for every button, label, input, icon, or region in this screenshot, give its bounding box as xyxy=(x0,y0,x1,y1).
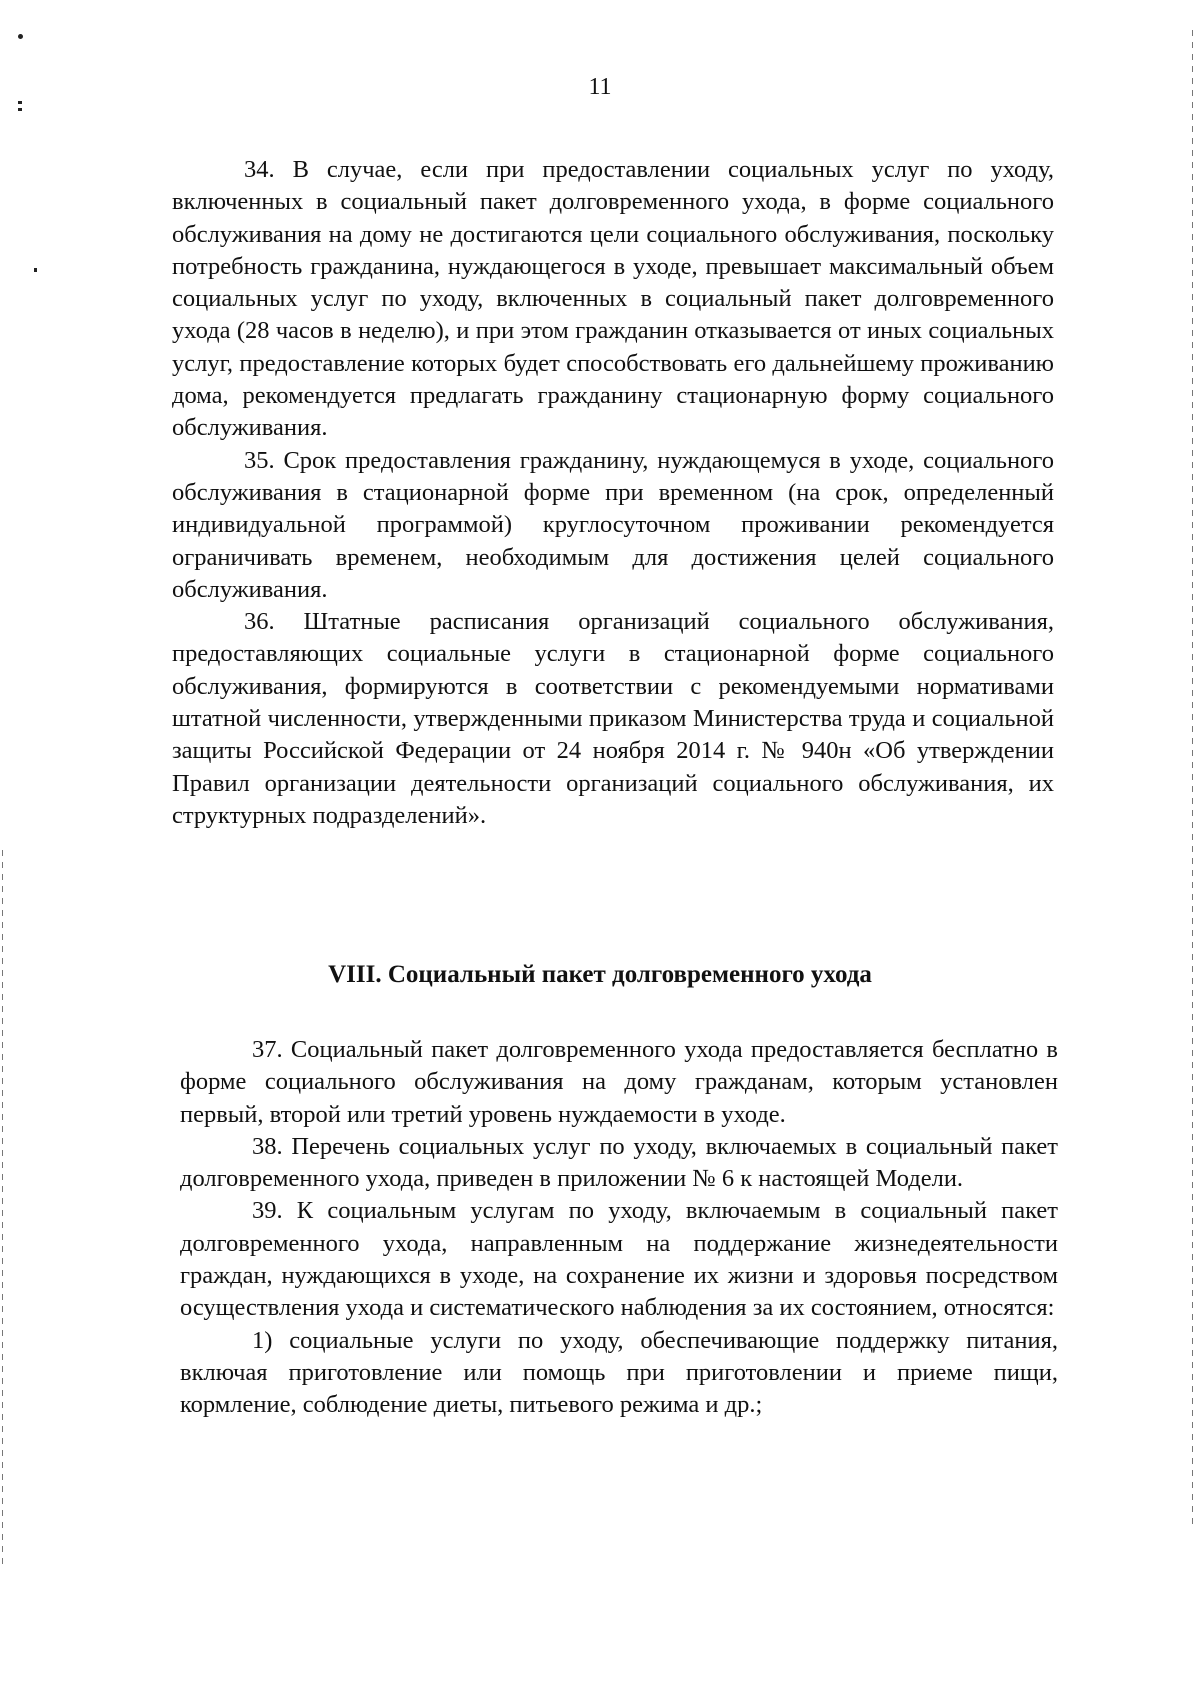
scan-mark xyxy=(34,268,37,272)
paragraph-34: 34. В случае, если при предоставлении социальных услуг по уходу, включенных в социальный пакет долговременного ухода, в форме социального обслуживания на дому не достигаются цели социального обслуживания, поскольку потребность гражданина, нуждающегося в уходе, превышает максимальный объем социальных услуг по уходу, включенных в социальный пакет долговременного ухода (28 часов в неделю), и при этом гражданин отказывается от иных социальных услуг, предоставление которых будет способствовать его дальнейшему проживанию дома, рекомендуется предлагать гражданину стационарную форму социального обслуживания. xyxy=(172,156,1054,442)
scan-edge-left xyxy=(2,850,3,1570)
scan-edge-right xyxy=(1192,30,1193,1530)
scan-mark xyxy=(18,108,22,111)
scan-mark xyxy=(18,101,22,104)
paragraph-group-b xyxy=(180,1034,1058,1422)
paragraph-group-a xyxy=(172,154,1054,832)
paragraph-39: 39. К социальным услугам по уходу, включаемым в социальный пакет долговременного ухода, направленным на поддержание жизнедеятельности граждан, нуждающихся в уходе, на сохранение их жизни и здоровья посредством осуществления ухода и систематического наблюдения за их состоянием, относятся: xyxy=(180,1197,1058,1322)
page-number: 11 xyxy=(588,74,612,100)
list-item-1: 1) социальные услуги по уходу, обеспечивающие поддержку питания, включая приготовление или помощь при приготовлении и приеме пищи, кормление, соблюдение диеты, питьевого режима и др.; xyxy=(180,1326,1058,1419)
paragraph-38: 38. Перечень социальных услуг по уходу, включаемых в социальный пакет долговременного ухода, приведен в приложении № 6 к настоящей Модели. xyxy=(180,1132,1058,1193)
paragraph-37: 37. Социальный пакет долговременного ухода предоставляется бесплатно в форме социального обслуживания на дому гражданам, которым установлен первый, второй или третий уровень нуждаемости в уходе. xyxy=(180,1036,1058,1128)
paragraph-36: 36. Штатные расписания организаций социального обслуживания, предоставляющих социальные услуги в стационарной форме социального обслуживания, формируются в соответствии с рекомендуемыми нормативами штатной численности, утвержденными приказом Министерства труда и социальной защиты Российской Федерации от 24 ноября 2014 г. № 940н «Об утверждении Правил организации деятельности организаций социального обслуживания, их структурных подразделений». xyxy=(172,608,1054,829)
scan-dot xyxy=(18,34,23,39)
section-heading: VIII. Социальный пакет долговременного ухода xyxy=(328,961,872,988)
paragraph-35: 35. Срок предоставления гражданину, нуждающемуся в уходе, социального обслуживания в стационарной форме при временном (на срок, определенный индивидуальной программой) круглосуточном проживании рекомендуется ограничивать временем, необходимым для достижения целей социального обслуживания. xyxy=(172,446,1054,603)
